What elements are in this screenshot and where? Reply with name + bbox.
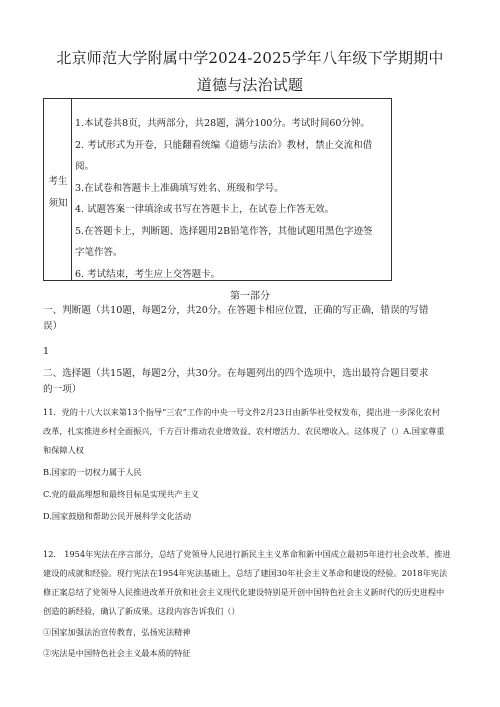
notice-line: 字笔作答。 [75,247,123,258]
q12-stem-line4: 创造的新经验，确认了新成果。这段内容告诉我们（） [43,606,240,616]
q12-stem-line2: 建设的成就和经验。现行宪法在1954年宪法基础上，总结了建国30年社会主义革命和建设的经验。2018年宪法 [43,568,448,578]
section-heading: 第一部分 [230,291,270,302]
notice-line: 5.在答题卡上，判断题、选择题用2B铅笔作答，其他试题用黑色字迹签 [75,225,373,237]
q12-item-1: ①国家加强法治宣传教育，弘扬宪法精神 [43,627,191,637]
candidate-notice-box [43,98,392,281]
notice-line: 1.本试卷共8页，共两部分，共28题，满分100分。考试时间60分钟。 [75,118,370,129]
notice-line: 6. 考试结束，考生应上交答题卡。 [75,268,221,280]
exam-title-line1: 北京师范大学附属中学2024-2025学年八年级下学期期中 [56,49,444,67]
notice-line: 4. 试题答案一律填涂或书写在答题卡上，在试卷上作答无效。 [75,204,335,215]
notice-line: 2. 考试形式为开卷，只能翻看统编《道德与法治》教材，禁止交流和借 [75,139,373,151]
q11-option-b: B.国家的一切权力属于人民 [43,467,142,477]
q11-option-c: C.党的最高理想和最终目标是实现共产主义 [43,489,199,499]
q12-stem-line3: 修正案总结了党领导人民推进改革开放和社会主义现代化建设特别是开创中国特色社会主义新时代的历史进程中 [43,587,445,597]
q12-item-2: ②宪法是中国特色社会主义最本质的特征 [43,648,191,658]
notice-body [75,113,389,285]
q11-stem-line3: 和保障人权 [43,445,84,455]
q11-stem-line1: 11．党的十八大以来第13个指导“三农”工作的中央一号文件2月23日由新华社受权发布，提出进一步深化农村 [43,407,440,417]
notice-label-line2: 须知 [48,198,68,209]
notice-label-line1: 考生 [48,176,68,187]
question-12 [43,545,463,663]
question-11 [43,403,463,526]
choice-instructions-line1: 二、选择题（共15题，每题2分，共30分。在每题列出的四个选项中，选出最符合题目要求 [43,368,429,379]
judge-instructions-line2: 误） [43,321,63,332]
judge-instructions-line1: 一、判断题（共10题，每题2分，共20分。在答题卡相应位置，正确的写正确，错误的写错 [43,305,429,316]
notice-label-cell [44,99,72,280]
notice-line: 阅。 [75,161,95,172]
choice-instructions-line2: 的一项） [43,384,82,395]
choice-section-instructions [43,366,461,398]
notice-line: 3.在试卷和答题卡上准确填写姓名、班级和学号。 [75,182,284,194]
q11-stem-line2: 改革，扎实推进乡村全面振兴，千方百计推动农业增效益、农村增活力、农民增收入。这体现了（）A.国家尊重 [43,426,445,436]
q11-option-d: D.国家鼓励和帮助公民开展科学文化活动 [43,511,192,521]
judge-answer-number: 1 [43,346,50,357]
exam-title-line2: 道德与法治试题 [196,76,304,94]
q12-stem-line1: 12. 1954年宪法在序言部分，总结了党领导人民进行新民主主义革命和新中国成立最初5年进行社会改革、推进 [43,549,451,559]
judge-section-instructions [43,303,461,335]
